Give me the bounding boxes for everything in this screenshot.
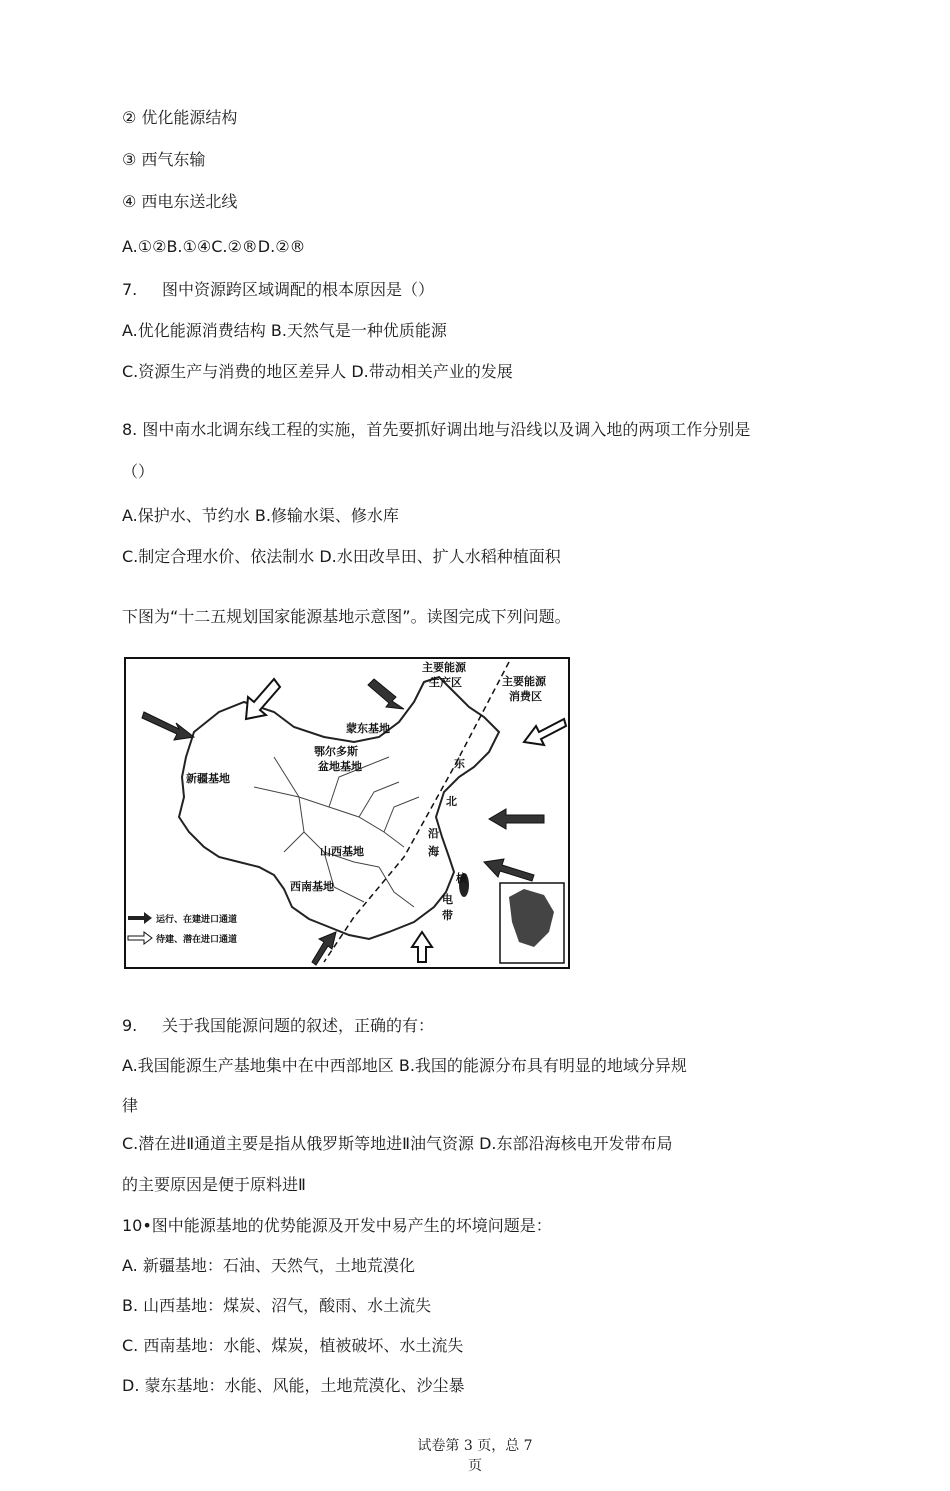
q9-stem — [122, 1016, 434, 1036]
label-coast-5: 核 — [456, 872, 467, 885]
q8-options-cd: C.制定合理水价、依法制水 D.水田改旱田、扩人水稻种植面积 — [122, 547, 561, 566]
legend-potential-label: 待建、潜在进口通道 — [156, 935, 238, 945]
label-coast-1: 东 — [454, 757, 465, 770]
label-xinjiang: 新疆基地 — [186, 772, 230, 785]
q9-options-ab-line1: A.我国能源生产基地集中在中西部地区 B.我国的能源分布具有明显的地域分异规 — [122, 1056, 687, 1075]
label-mengdong: 蒙东基地 — [346, 722, 390, 735]
q7-options-cd: C.资源生产与消费的地区差异人 D.带动相关产业的发展 — [122, 362, 513, 381]
q9-number: 9. — [122, 1016, 138, 1035]
q10-option-d: D. 蒙东基地：水能、风能，土地荒漠化、沙尘暴 — [122, 1376, 465, 1395]
q8-options-ab: A.保护水、节约水 B.修输水渠、修水库 — [122, 506, 399, 525]
q9-options-cd-line1: C.潜在进Ⅱ通道主要是指从俄罗斯等地进Ⅱ油气资源 D.东部沿海核电开发带布局 — [122, 1134, 673, 1153]
q7-number: 7. — [122, 280, 138, 299]
q9-options-cd-line2: 的主要原因是便于原料进Ⅱ — [122, 1175, 306, 1194]
option-4: ④ 西电东送北线 — [122, 192, 238, 211]
q8-stem-line1: 8. 图中南水北调东线工程的实施，首先要抓好调出地与沿线以及调入地的两项工作分别是 — [122, 420, 751, 439]
energy-base-map — [124, 657, 570, 969]
q9-text: 关于我国能源问题的叙述，正确的有： — [162, 1016, 435, 1035]
q10-option-a: A. 新疆基地：石油、天然气，土地荒漠化 — [122, 1256, 415, 1275]
q10-stem: 10•图中能源基地的优势能源及开发中易产生的坏境问题是： — [122, 1216, 552, 1235]
label-coast-6: 电 — [442, 893, 453, 906]
legend-running-label: 运行、在建进口通道 — [156, 915, 238, 925]
label-coast-2: 北 — [446, 795, 457, 808]
q9-options-ab-line2: 律 — [122, 1096, 139, 1115]
page-footer-line2: 页 — [468, 1458, 482, 1474]
q6-answers: A.①②B.①④C.②®D.②® — [122, 237, 306, 256]
label-coast-4: 海 — [428, 845, 439, 858]
q7-text: 图中资源跨区域调配的根本原因是（） — [162, 280, 435, 299]
label-consuming-2: 消费区 — [509, 690, 542, 703]
q8-stem-line2: （） — [122, 462, 155, 481]
label-ordos-2: 盆地基地 — [318, 760, 362, 773]
label-xinan: 西南基地 — [290, 880, 334, 893]
q10-option-c: C. 西南基地：水能、煤炭，植被破坏、水土流失 — [122, 1336, 464, 1355]
map-intro: 下图为“十二五规划国家能源基地示意图”。读图完成下列问题。 — [122, 607, 571, 626]
option-3: ③ 西气东输 — [122, 150, 206, 169]
q7-stem — [122, 280, 434, 300]
label-producing-1: 主要能源 — [422, 661, 466, 674]
label-ordos-1: 鄂尔多斯 — [314, 745, 358, 758]
label-coast-7: 带 — [442, 909, 453, 922]
label-consuming-1: 主要能源 — [502, 675, 546, 688]
option-2: ② 优化能源结构 — [122, 108, 238, 127]
q7-options-ab: A.优化能源消费结构 B.天然气是一种优质能源 — [122, 321, 447, 340]
q10-option-b: B. 山西基地：煤炭、沼气，酸雨、水土流失 — [122, 1296, 432, 1315]
label-shanxi: 山西基地 — [320, 845, 364, 858]
page-footer-line1: 试卷第 3 页，总 7 — [417, 1438, 533, 1454]
label-coast-3: 沿 — [428, 827, 439, 840]
label-producing-2: 生产区 — [429, 676, 462, 689]
